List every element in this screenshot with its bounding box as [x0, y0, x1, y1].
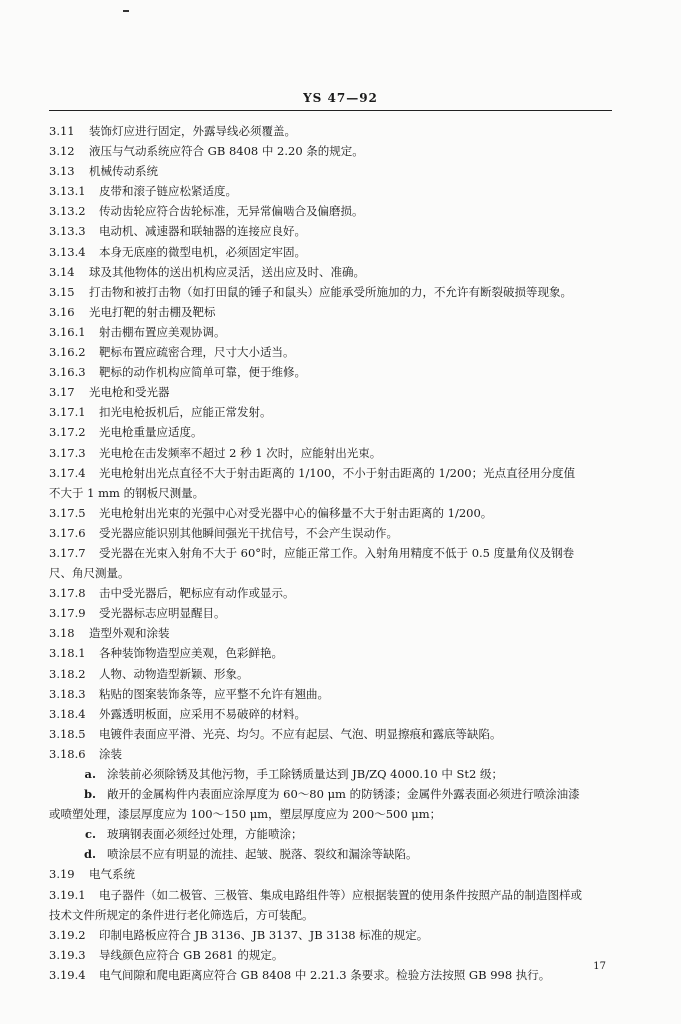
clause-number: 3.14	[49, 264, 75, 279]
clause-text: 导线颜色应符合 GB 2681 的规定。	[99, 947, 284, 962]
clause-text: 技术文件所规定的条件进行老化筛选后，方可装配。	[49, 907, 314, 922]
clause-text: 射击棚布置应美观协调。	[99, 324, 226, 339]
clause-line	[49, 925, 614, 945]
clause-number: 3.18.2	[49, 666, 86, 681]
clause-text: 尺、角尺测量。	[49, 566, 130, 581]
clause-text: 受光器在光束入射角不大于 60°时，应能正常工作。入射角用精度不低于 0.5 度量角仪及钢卷	[99, 545, 575, 560]
clause-line	[49, 121, 614, 141]
clause-text: 受光器标志应明显醒目。	[99, 606, 226, 621]
clause-text: 打击物和被打击物（如打田鼠的锤子和鼠头）应能承受所施加的力，不允许有断裂破损等现象。	[89, 284, 572, 299]
list-marker: c.	[84, 827, 96, 842]
clause-number: 3.11	[49, 124, 75, 138]
list-item	[49, 784, 614, 804]
clause-number: 3.18.3	[49, 686, 86, 701]
header-rule	[49, 110, 612, 111]
clause-text: 皮带和滚子链应松紧适度。	[99, 184, 237, 199]
clause-number: 3.13.4	[49, 244, 86, 259]
continuation-line	[49, 804, 614, 824]
continuation-line	[49, 563, 614, 583]
clause-number: 3.17.1	[49, 405, 86, 420]
clause-number: 3.17.2	[49, 425, 86, 440]
clause-number: 3.17.4	[49, 465, 86, 480]
clause-line	[49, 282, 614, 302]
clause-text: 液压与气动系统应符合 GB 8408 中 2.20 条的规定。	[89, 144, 364, 159]
clause-line	[49, 543, 614, 563]
clause-text: 外露透明板面，应采用不易破碎的材料。	[99, 706, 306, 721]
clause-line	[49, 885, 614, 905]
clause-line	[49, 583, 614, 603]
clause-number: 3.19.3	[49, 947, 86, 962]
clause-number: 3.18.4	[49, 706, 86, 721]
clause-number: 3.16.1	[49, 324, 86, 339]
clause-text: 光电枪射出光点直径不大于射击距离的 1/100，不小于射击距离的 1/200；光点直径用分度值	[99, 465, 576, 480]
clause-number: 3.17.5	[49, 505, 86, 520]
clause-text: 机械传动系统	[89, 164, 158, 179]
list-item	[49, 764, 614, 784]
clause-text: 电镀件表面应平滑、光亮、均匀。不应有起层、气泡、明显擦痕和露底等缺陷。	[99, 726, 502, 741]
clause-text: 光电枪重量应适度。	[99, 425, 203, 440]
clause-number: 3.19.4	[49, 967, 86, 982]
clause-line	[49, 201, 614, 221]
clause-line	[49, 664, 614, 684]
clause-text: 玻璃钢表面必须经过处理，方能喷涂；	[107, 827, 303, 842]
clause-line	[49, 463, 614, 483]
clause-line	[49, 382, 614, 402]
clause-line	[49, 362, 614, 382]
clause-text: 不大于 1 mm 的钢板尺测量。	[49, 485, 205, 500]
clause-text: 光电枪在击发频率不超过 2 秒 1 次时，应能射出光束。	[99, 445, 382, 460]
clause-text: 喷涂层不应有明显的流挂、起皱、脱落、裂纹和漏涂等缺陷。	[107, 847, 418, 862]
clause-text: 靶标的动作机构应简单可靠，便于维修。	[99, 365, 306, 380]
clause-text: 人物、动物造型新颖、形象。	[99, 666, 249, 681]
clause-text: 光电枪射出光束的光强中心对受光器中心的偏移量不大于射击距离的 1/200。	[99, 505, 493, 520]
clause-line	[49, 503, 614, 523]
clause-text: 本身无底座的微型电机，必须固定牢固。	[99, 244, 306, 259]
clause-line	[49, 221, 614, 241]
clause-number: 3.17.8	[49, 586, 86, 601]
clause-number: 3.17.6	[49, 525, 86, 540]
clause-text: 球及其他物体的送出机构应灵活，送出应及时、准确。	[89, 264, 365, 279]
continuation-line	[49, 905, 614, 925]
clause-number: 3.15	[49, 284, 75, 299]
clause-number: 3.13.3	[49, 224, 86, 239]
clause-number: 3.13	[49, 164, 75, 179]
clause-line	[49, 864, 614, 884]
clause-text: 电气系统	[89, 867, 135, 882]
clause-number: 3.19.1	[49, 887, 86, 902]
body-text	[49, 121, 614, 985]
clause-number: 3.18.1	[49, 646, 86, 661]
clause-line	[49, 242, 614, 262]
clause-number: 3.13.1	[49, 184, 86, 199]
clause-text: 电动机、减速器和联轴器的连接应良好。	[99, 224, 306, 239]
clause-text: 装饰灯应进行固定，外露导线必须覆盖。	[89, 124, 296, 138]
clause-line	[49, 603, 614, 623]
clause-line	[49, 684, 614, 704]
clause-text: 光电打靶的射击棚及靶标	[89, 304, 216, 319]
clause-line	[49, 704, 614, 724]
page-header: YS 47—92	[303, 91, 378, 105]
clause-text: 涂装前必须除锈及其他污物，手工除锈质量达到 JB/ZQ 4000.10 中 St2 级；	[107, 767, 504, 781]
clause-text: 光电枪和受光器	[89, 385, 170, 400]
clause-text: 造型外观和涂装	[89, 626, 170, 641]
clause-number: 3.17.7	[49, 545, 86, 560]
clause-text: 电子器件（如二极管、三极管、集成电路组件等）应根据装置的使用条件按照产品的制造图样或	[99, 887, 582, 902]
clause-line	[49, 523, 614, 543]
clause-line	[49, 402, 614, 422]
clause-text: 各种装饰物造型应美观，色彩鲜艳。	[99, 646, 283, 661]
clause-number: 3.18.6	[49, 746, 86, 761]
continuation-line	[49, 483, 614, 503]
clause-line	[49, 643, 614, 663]
clause-text: 电气间隙和爬电距离应符合 GB 8408 中 2.21.3 条要求。检验方法按照 GB 998 执行。	[99, 967, 551, 982]
clause-line	[49, 342, 614, 362]
clause-number: 3.12	[49, 144, 75, 159]
clause-line	[49, 322, 614, 342]
clause-line	[49, 161, 614, 181]
clause-text: 印制电路板应符合 JB 3136、JB 3137、JB 3138 标准的规定。	[99, 927, 429, 942]
clause-line	[49, 262, 614, 282]
clause-line	[49, 181, 614, 201]
clause-number: 3.18.5	[49, 726, 86, 741]
scan-mark	[123, 10, 129, 12]
clause-line	[49, 302, 614, 322]
clause-text: 传动齿轮应符合齿轮标准，无异常偏啮合及偏磨损。	[99, 204, 364, 219]
clause-number: 3.18	[49, 626, 75, 641]
clause-number: 3.13.2	[49, 204, 86, 219]
clause-line	[49, 945, 614, 965]
clause-number: 3.19.2	[49, 927, 86, 942]
clause-text: 敞开的金属构件内表面应涂厚度为 60～80 μm 的防锈漆；金属件外露表面必须进行喷涂油漆	[107, 787, 580, 802]
clause-line	[49, 623, 614, 643]
clause-line	[49, 443, 614, 463]
clause-text: 粘贴的图案装饰条等，应平整不允许有翘曲。	[99, 686, 329, 701]
clause-number: 3.16.2	[49, 345, 86, 360]
clause-text: 击中受光器后，靶标应有动作或显示。	[99, 586, 295, 601]
clause-number: 3.16	[49, 304, 75, 319]
list-marker: a.	[84, 767, 96, 781]
list-item	[49, 844, 614, 864]
clause-number: 3.16.3	[49, 365, 86, 380]
clause-text: 扣光电枪扳机后，应能正常发射。	[99, 405, 272, 420]
clause-line	[49, 724, 614, 744]
clause-number: 3.17	[49, 385, 75, 400]
clause-text: 靶标布置应疏密合理，尺寸大小适当。	[99, 345, 295, 360]
clause-text: 受光器应能识别其他瞬间强光干扰信号，不会产生误动作。	[99, 525, 398, 540]
page-number: 17	[593, 961, 606, 972]
clause-text: 涂装	[99, 746, 122, 761]
list-marker: b.	[83, 787, 96, 802]
list-item	[49, 824, 614, 844]
list-marker: d.	[83, 847, 96, 862]
clause-number: 3.17.9	[49, 606, 86, 621]
clause-line	[49, 141, 614, 161]
clause-text: 或喷塑处理，漆层厚度应为 100～150 μm，塑层厚度应为 200～500 μm；	[49, 807, 442, 822]
clause-line	[49, 965, 614, 985]
clause-line	[49, 744, 614, 764]
clause-number: 3.17.3	[49, 445, 86, 460]
clause-line	[49, 422, 614, 442]
clause-number: 3.19	[49, 867, 75, 882]
